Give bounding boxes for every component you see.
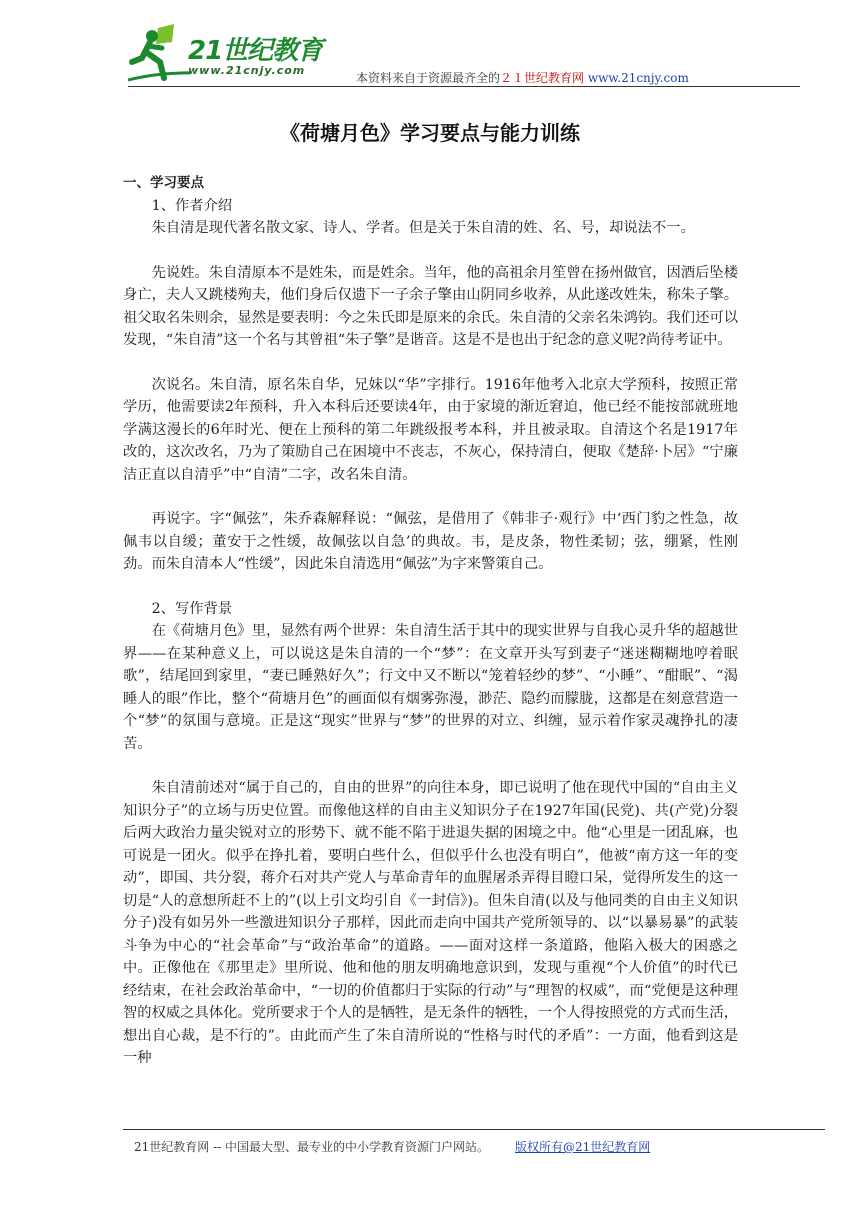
page-footer <box>134 1138 650 1155</box>
header-note-site: ２１世纪教育网 <box>500 71 585 85</box>
paragraph: 在《荷塘月色》里，显然有两个世界：朱自清生活于其中的现实世界与自我心灵升华的超越世界——在某种意义上，可以说这是朱自清的一个“梦”：在文章开头写到妻子“迷迷糊糊地哼着眠歌”，结尾回到家里，“妻已睡熟好久”；行文中又不断以“笼着轻纱的梦”、“小睡”、“酣眠”、“渴睡人的眼”作比，整个“荷塘月色”的画面似有烟雾弥漫，渺茫、隐约而朦胧，这都是在刻意营造一个“梦”的氛围与意境。正是这“现实”世界与“梦”的世界的对立、纠缠，显示着作家灵魂挣扎的凄苦。 <box>123 623 738 752</box>
paragraph: 再说字。字“佩弦”，朱乔森解释说：“佩弦，是借用了《韩非子·观行》中‘西门豹之性急，故佩韦以自缓；董安于之性缓，故佩弦以自急’的典故。韦，是皮条，物性柔韧；弦，绷紧，性刚劲。而朱自清本人“性缓”，因此朱自清选用“佩弦”为字来警策自己。 <box>123 511 738 572</box>
paragraph: 朱自清前述对“属于自己的，自由的世界”的向往本身，即已说明了他在现代中国的“自由主义知识分子”的立场与历史位置。而像他这样的自由主义知识分子在1927年国(民党)、共(产党)分裂后两大政治力量尖锐对立的形势下、就不能不陷于进退失据的困境之中。他“心里是一团乱麻，也可说是一团火。似乎在挣扎着，要明白些什么，但似乎什么也没有明白”，他被“南方这一年的变动”，即国、共分裂，蒋介石对共产党人与革命青年的血腥屠杀弄得目瞪口呆，觉得所发生的这一切是“人的意想所赶不上的”(以上引文均引自《一封信》)。但朱自清(以及与他同类的自由主义知识分子)没有如另外一些激进知识分子那样，因此而走向中国共产党所领导的、以“以暴易暴”的武装斗争为中心的“社会革命”与“政治革命”的道路。——面对这样一条道路，他陷入极大的困惑之中。正像他在《那里走》里所说、他和他的朋友明确地意识到，发现与重视“个人价值”的时代已经结束，在社会政治革命中，“一切的价值都归于实际的行动”与“理智的权威”，而“党便是这种理智的权威之具体化。党所要求于个人的是牺牲，是无条件的牺牲，一个人得按照党的方式而生活，想出自心裁，是不行的”。由此而产生了朱自清所说的“性格与时代的矛盾”：一方面，他看到这是一种 <box>123 780 738 1066</box>
footer-divider <box>123 1129 825 1130</box>
runner-logo-icon <box>128 22 190 84</box>
section-heading: 一、学习要点 <box>123 175 204 191</box>
paragraph: 次说名。朱自清，原名朱自华，兄妹以“华”字排行。1916年他考入北京大学预科，按照正常学历，他需要读2年预科，升入本科后还要读4年，由于家境的渐近窘迫，他已经不能按部就班地学满这漫长的6年时光、便在上预科的第二年跳级报考本科，并且被录取。自清这个名是1917年改的，这次改名，乃为了策励自己在困境中不丧志，不灰心，保持清白，便取《楚辞·卜居》“宁廉洁正直以自清乎”中“自清”二字，改名朱自清。 <box>123 376 738 483</box>
subsection-heading: 2、写作背景 <box>151 600 233 617</box>
header-source-note <box>356 69 689 86</box>
logo-url: www.21cnjy.com <box>188 64 306 77</box>
footer-text: 21世纪教育网 -- 中国最大型、最专业的中小学教育资源门户网站。 <box>134 1140 490 1154</box>
header-note-prefix: 本资料来自于资源最齐全的 <box>356 71 501 85</box>
logo-wordmark: 21世纪教育 <box>188 36 323 66</box>
logo <box>128 22 348 84</box>
paragraph: 先说姓。朱自清原本不是姓朱，而是姓余。当年，他的高祖余月笙曾在扬州做官，因酒后坠楼身亡，夫人又跳楼殉夫，他们身后仅遗下一子余子擎由山阴同乡收养，从此遂改姓朱，称朱子擎。祖父取名朱则余，显然是要表明：今之朱氏即是原来的余氏。朱自清的父亲名朱鸿钧。我们还可以发现，“朱自清”这一个名与其曾祖“朱子擎”是谐音。这是不是也出于纪念的意义呢?尚待考证中。 <box>123 264 738 348</box>
header-note-url[interactable]: www.21cnjy.com <box>587 71 689 85</box>
footer-copyright-link[interactable]: 版权所有@21世纪教育网 <box>515 1140 651 1154</box>
paragraph: 朱自清是现代著名散文家、诗人、学者。但是关于朱自清的姓、名、号，却说法不一。 <box>151 220 695 236</box>
header-divider <box>128 86 800 87</box>
subsection-heading: 1、作者介绍 <box>151 197 233 214</box>
document-body <box>123 172 738 1070</box>
page-header <box>0 0 860 90</box>
document-title: 《荷塘月色》学习要点与能力训练 <box>280 121 580 145</box>
